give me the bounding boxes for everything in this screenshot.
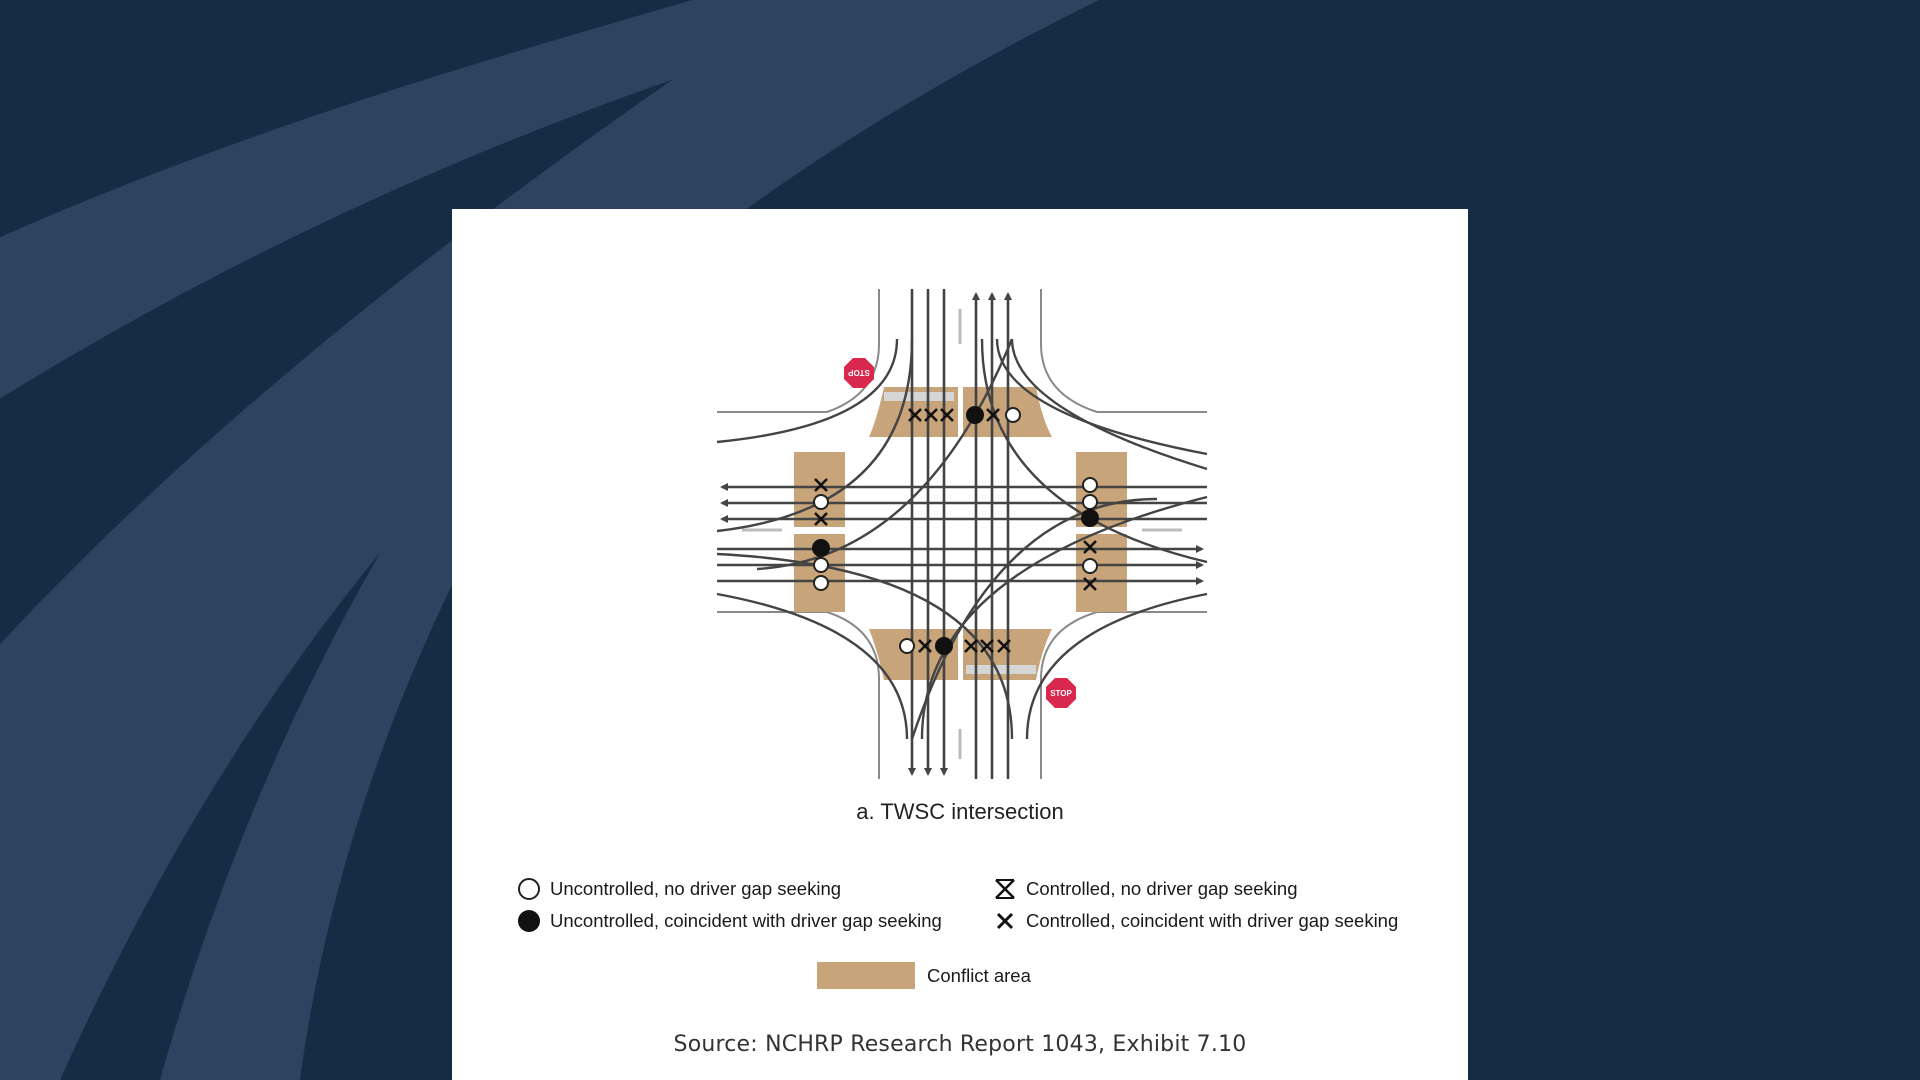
filled-circle-icon bbox=[516, 908, 542, 934]
legend-conflict-area bbox=[817, 962, 1031, 989]
x-icon bbox=[992, 908, 1018, 934]
stop-sign-text: STOP bbox=[848, 368, 870, 377]
stop-sign-south bbox=[1046, 678, 1076, 708]
conflict-area-east-bottom bbox=[1076, 534, 1127, 612]
legend-label: Controlled, coincident with driver gap seeking bbox=[1026, 910, 1399, 931]
figure-caption: a. TWSC intersection bbox=[856, 799, 1064, 824]
boxed-x-icon bbox=[992, 876, 1018, 902]
stop-sign-text: STOP bbox=[1050, 689, 1072, 698]
legend-label: Uncontrolled, no driver gap seeking bbox=[550, 878, 842, 899]
road-edges bbox=[717, 289, 1207, 779]
through-lanes bbox=[717, 289, 1207, 779]
legend-item bbox=[992, 908, 1398, 934]
source-citation: Source: NCHRP Research Report 1043, Exhibit 7.10 bbox=[673, 1032, 1247, 1057]
legend-item bbox=[992, 876, 1298, 902]
legend-item bbox=[516, 908, 942, 934]
legend-label: Uncontrolled, coincident with driver gap seeking bbox=[550, 910, 942, 931]
legend-label: Controlled, no driver gap seeking bbox=[1026, 878, 1298, 899]
intersection-diagram bbox=[452, 209, 1468, 1080]
stop-sign-north bbox=[844, 358, 874, 388]
filled-conflict-points bbox=[812, 406, 1099, 655]
figure-card bbox=[452, 209, 1468, 1080]
legend-label: Conflict area bbox=[927, 964, 1031, 986]
legend-item bbox=[516, 876, 841, 902]
conflict-area-swatch bbox=[817, 962, 915, 989]
hollow-circle-icon bbox=[516, 876, 542, 902]
turning-paths bbox=[717, 339, 1207, 739]
